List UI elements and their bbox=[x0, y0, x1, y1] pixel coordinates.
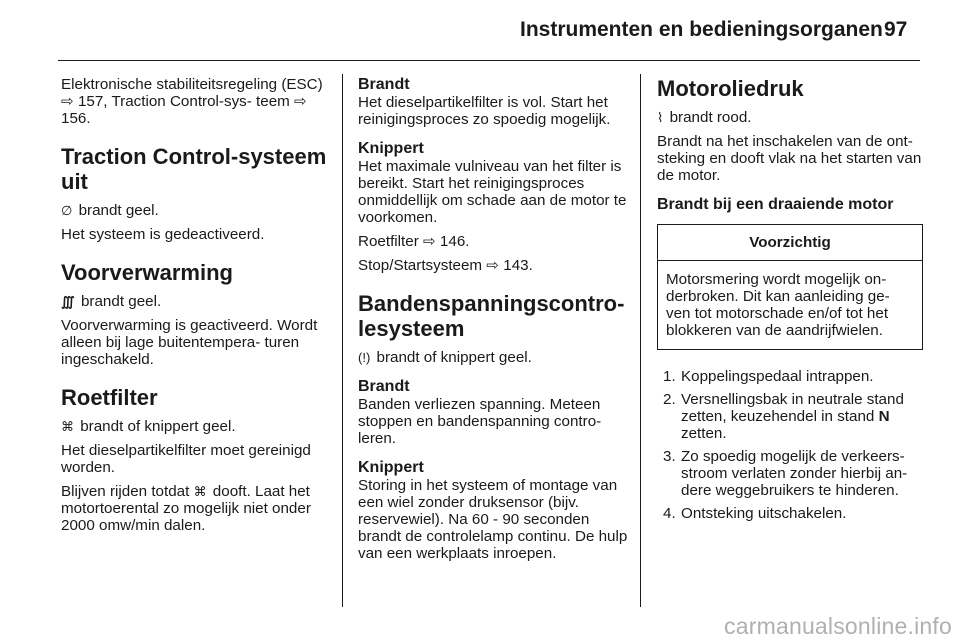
column-1 bbox=[61, 76, 331, 541]
list-item bbox=[657, 368, 923, 385]
knippert-heading: Knippert bbox=[358, 140, 424, 157]
soot-filter-desc-2 bbox=[61, 483, 331, 534]
step-number: 2. bbox=[663, 391, 676, 408]
knippert-text: Het maximale vulniveau van het filter is bereikt. Start het reinigingsproces onmiddellijk om schade aan de motor te voorkomen. bbox=[358, 158, 627, 226]
oil-pressure-heading: Motoroliedruk bbox=[657, 76, 804, 101]
list-item bbox=[657, 505, 923, 522]
traction-control-line bbox=[61, 202, 331, 219]
column-3 bbox=[657, 76, 923, 528]
steps-list bbox=[657, 368, 923, 522]
tpms-heading: Bandenspanningscontro- lesysteem bbox=[358, 291, 625, 341]
traction-control-line-text: brandt geel. bbox=[78, 202, 159, 219]
soot-filter-line-text: brandt of knippert geel. bbox=[80, 418, 236, 435]
step-number: 1. bbox=[663, 368, 676, 385]
preheating-line bbox=[61, 293, 331, 310]
caution-box bbox=[657, 224, 923, 350]
soot-filter-heading: Roetfilter bbox=[61, 385, 158, 410]
list-item bbox=[657, 448, 923, 499]
traction-control-heading: Traction Control-systeem uit bbox=[61, 144, 327, 194]
column-divider-2 bbox=[640, 74, 641, 607]
particle-filter-icon: ⌘ bbox=[193, 484, 207, 499]
column-divider-1 bbox=[342, 74, 343, 607]
tpms-line bbox=[358, 349, 628, 366]
soot-filter-desc-2a: Blijven rijden totdat bbox=[61, 483, 190, 500]
step-text: Ontsteking uitschakelen. bbox=[681, 505, 847, 522]
brandt2-heading: Brandt bbox=[358, 378, 410, 395]
step-text: Koppelingspedaal intrappen. bbox=[681, 368, 874, 385]
step-text: Zo spoedig mogelijk de verkeers- stroom verlaten zonder hierbij an- dere weggebruikers te hinderen. bbox=[681, 448, 908, 499]
step-text-tail: zetten. bbox=[681, 425, 727, 442]
caution-text: Motorsmering wordt mogelijk on- derbroken. Dit kan aanleiding ge- ven tot motorschade en/of tot het blokkeren van de aandrijfwielen. bbox=[666, 271, 890, 339]
soot-filter-desc-2b: dooft. Laat het motortoerental zo mogelijk niet onder 2000 omw/min dalen. bbox=[61, 483, 311, 534]
page-title: Instrumenten en bedieningsorganen bbox=[520, 18, 883, 41]
ref-soot-filter: Roetfilter ⇨ 146. bbox=[358, 233, 470, 250]
running-engine-heading: Brandt bij een draaiende motor bbox=[657, 196, 894, 213]
knippert2-heading: Knippert bbox=[358, 459, 424, 476]
brandt-text: Het dieselpartikelfilter is vol. Start het reinigingsproces zo spoedig mogelijk. bbox=[358, 94, 611, 128]
oil-pressure-line-text: brandt rood. bbox=[669, 109, 752, 126]
tpms-line-text: brandt of knippert geel. bbox=[376, 349, 532, 366]
intro-text: Elektronische stabiliteitsregeling (ESC) ⇨ 157, Traction Control-sys- teem ⇨ 156. bbox=[61, 76, 323, 127]
brandt-heading: Brandt bbox=[358, 76, 410, 93]
step-bold: N bbox=[878, 408, 890, 425]
page-number: 97 bbox=[884, 18, 908, 41]
watermark: carmanualsonline.info bbox=[724, 613, 952, 639]
step-text: Versnellingsbak in neutrale stand zetten, keuzehendel in stand bbox=[681, 391, 904, 425]
knippert2-text: Storing in het systeem of montage van een wiel zonder druksensor (bijv. reservewiel). Na 60 - 90 seconden brandt de controlelamp continu. De hulp van een werkplaats inroepen. bbox=[358, 477, 628, 562]
glow-plug-icon: ∭ bbox=[61, 294, 75, 309]
step-number: 4. bbox=[663, 505, 676, 522]
caution-title: Voorzichtig bbox=[658, 225, 922, 261]
particle-filter-icon: ⌘ bbox=[61, 419, 74, 434]
traction-control-desc: Het systeem is gedeactiveerd. bbox=[61, 226, 265, 243]
preheating-line-text: brandt geel. bbox=[80, 293, 162, 310]
list-item bbox=[657, 391, 923, 442]
brandt2-text: Banden verliezen spanning. Meteen stoppen en bandenspanning contro- leren. bbox=[358, 396, 602, 447]
column-2 bbox=[358, 76, 628, 569]
ref-stop-start: Stop/Startsysteem ⇨ 143. bbox=[358, 257, 533, 274]
traction-off-icon: ∅ bbox=[61, 203, 73, 218]
preheating-desc: Voorverwarming is geactiveerd. Wordt alleen bij lage buitentempera- turen ingeschakeld. bbox=[61, 317, 318, 368]
tire-pressure-icon: (!) bbox=[358, 350, 371, 365]
step-number: 3. bbox=[663, 448, 676, 465]
oil-pressure-desc: Brandt na het inschakelen van de ont- steking en dooft vlak na het starten van de motor. bbox=[657, 133, 922, 184]
oil-can-icon: ⌇ bbox=[657, 110, 664, 125]
soot-filter-desc-1: Het dieselpartikelfilter moet gereinigd worden. bbox=[61, 442, 311, 476]
soot-filter-line bbox=[61, 418, 331, 435]
header-rule bbox=[58, 60, 920, 61]
oil-pressure-line bbox=[657, 109, 923, 126]
preheating-heading: Voorverwarming bbox=[61, 260, 233, 285]
